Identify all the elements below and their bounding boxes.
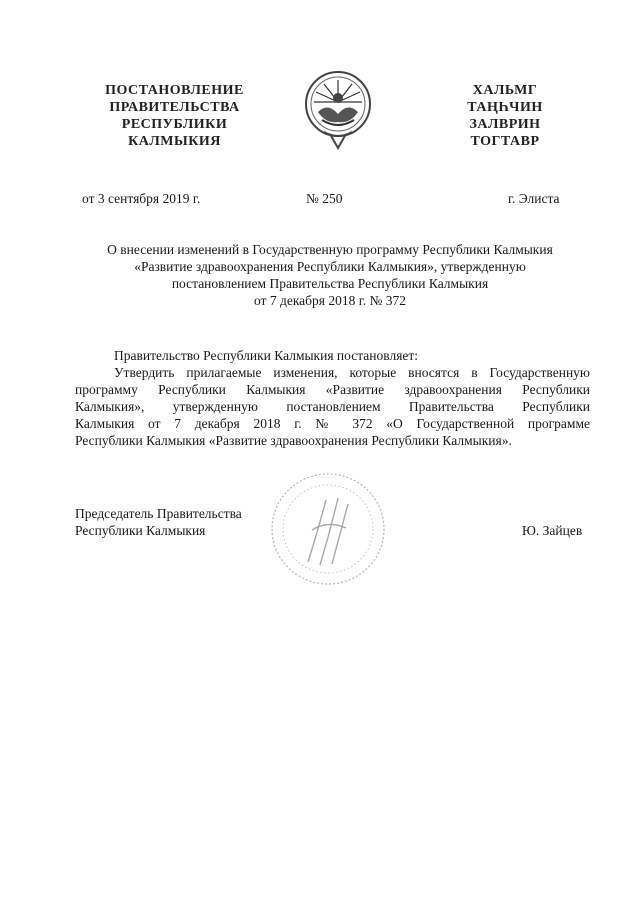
document-title [70, 241, 590, 309]
paragraph-line: Республики Калмыкия «Развитие здравоохранения Республики Калмыкия». [75, 433, 512, 448]
paragraph-line: Утвердить прилагаемые изменения, которые вносятся в Государственную [114, 365, 590, 380]
title-line: «Развитие здравоохранения Республики Калмыкия», утвержденную [134, 259, 526, 274]
header-right-line: ТОГТАВР [470, 134, 540, 149]
document-number: № 250 [306, 191, 343, 206]
header-left [82, 82, 267, 150]
position-line: Председатель Правительства [75, 506, 242, 521]
resolution-intro: Правительство Республики Калмыкия постановляет: [114, 348, 419, 363]
position-line: Республики Калмыкия [75, 523, 206, 538]
signatory-name: Ю. Зайцев [522, 523, 583, 538]
paragraph-line: программу Республики Калмыкия «Развитие здравоохранения Республики [75, 382, 590, 397]
header-left-line: ПОСТАНОВЛЕНИЕ [105, 83, 244, 98]
title-line: О внесении изменений в Государственную программу Республики Калмыкия [107, 242, 553, 257]
signatory-position [75, 505, 242, 539]
paragraph-line: Калмыкия», утвержденную постановлением Правительства Республики [75, 399, 590, 414]
document-date: от 3 сентября 2019 г. [82, 191, 201, 206]
header-left-line: ПРАВИТЕЛЬСТВА [109, 100, 240, 115]
header-right-line: ЗАЛВРИН [469, 117, 541, 132]
official-seal-icon [268, 470, 388, 588]
title-line: от 7 декабря 2018 г. № 372 [253, 293, 407, 308]
document-city: г. Элиста [508, 191, 560, 206]
paragraph-line: Калмыкия от 7 декабря 2018 г. № 372 «О Государственной программе [75, 416, 590, 431]
header-left-line: КАЛМЫКИЯ [128, 134, 221, 149]
title-line: постановлением Правительства Республики Калмыкия [171, 276, 489, 291]
header-right [440, 82, 570, 150]
header-right-line: ТАҢҺЧИН [467, 100, 543, 115]
header-right-line: ХАЛЬМГ [472, 83, 538, 98]
header-left-line: РЕСПУБЛИКИ [121, 117, 228, 132]
resolution-paragraph [75, 364, 590, 449]
kalmykia-coat-of-arms-icon [302, 68, 374, 150]
